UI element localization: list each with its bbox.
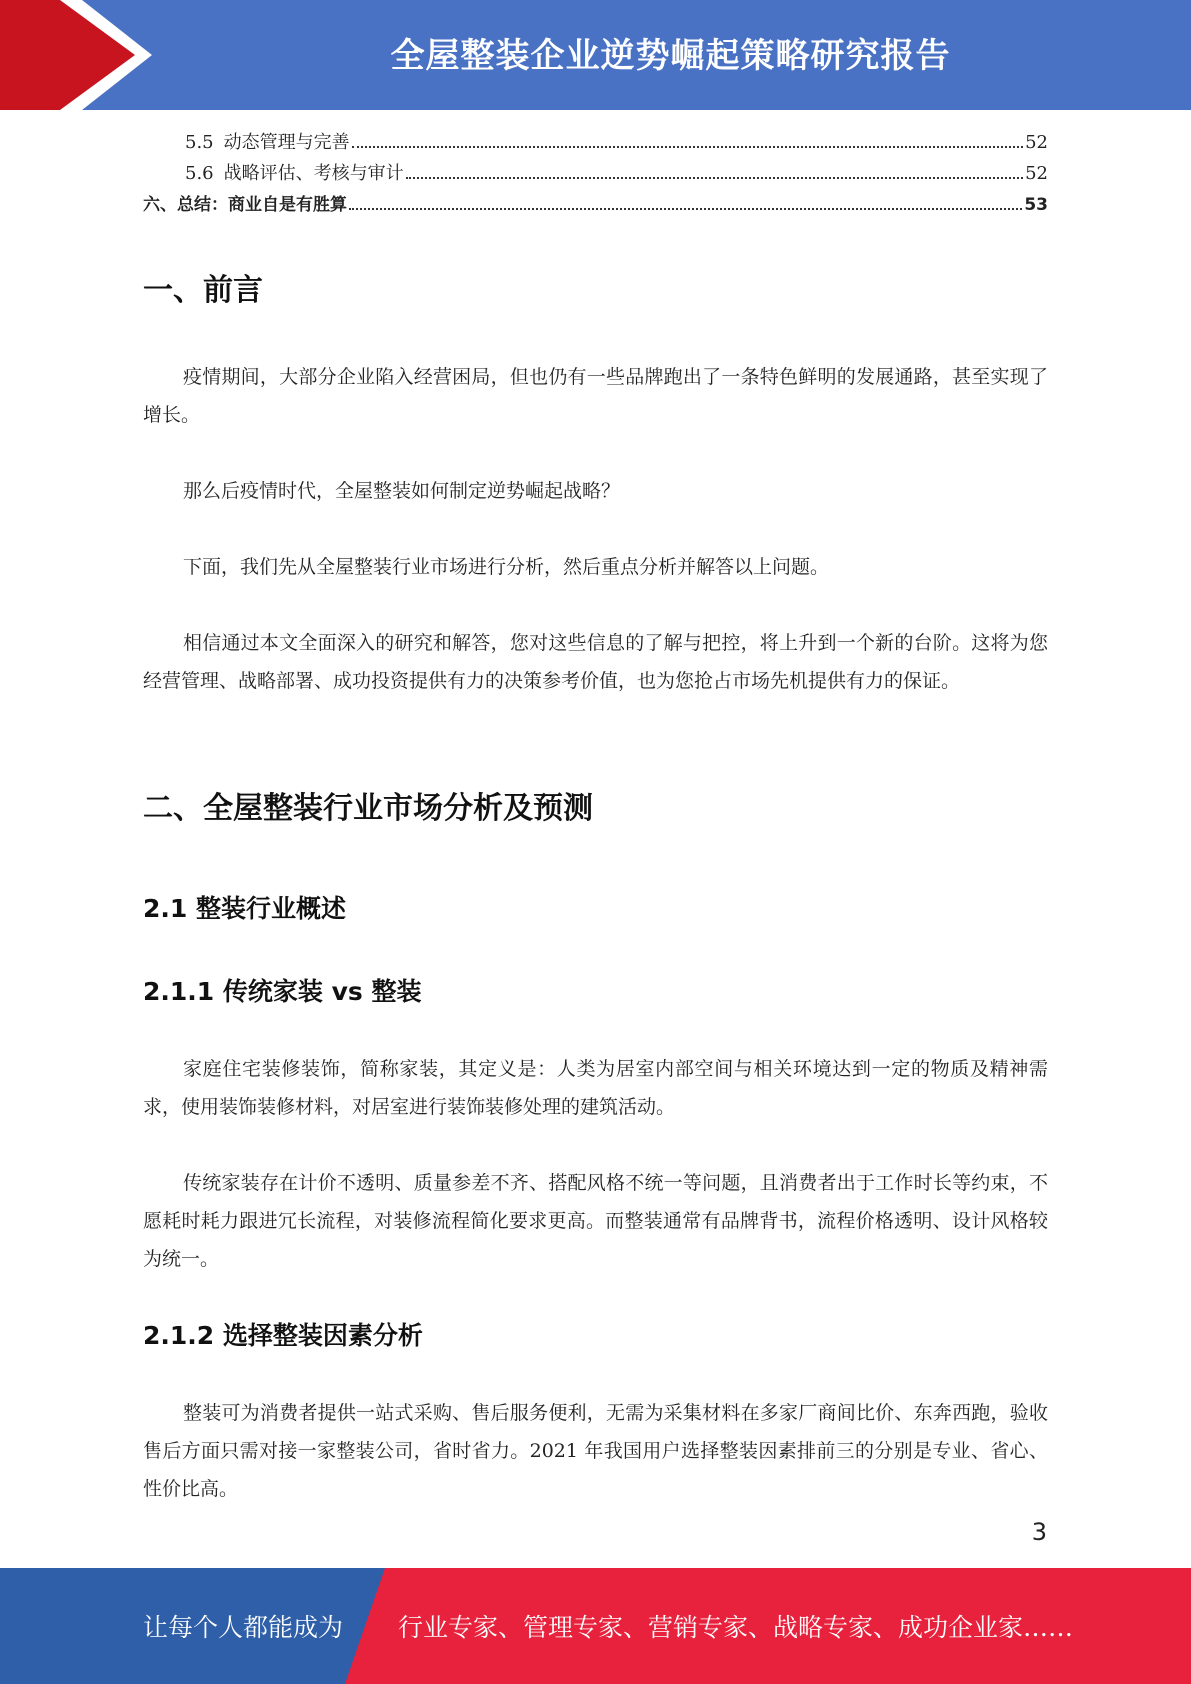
heading-2-1-1: 2.1.1 传统家装 vs 整装 <box>143 977 422 1006</box>
toc-entry-title: 动态管理与完善 <box>223 132 350 153</box>
paragraph: 家庭住宅装修装饰，简称家装，其定义是：人类为居室内部空间与相关环境达到一定的物质及精神需求，使用装饰装修材料，对居室进行装饰装修处理的建筑活动。 <box>143 1058 1048 1118</box>
toc-entry-number: 5.6 <box>185 163 214 184</box>
footer-slogan-left: 让每个人都能成为 <box>143 1613 344 1642</box>
heading-market-analysis: 二、全屋整装行业市场分析及预测 <box>143 791 593 826</box>
paragraph: 疫情期间，大部分企业陷入经营困局，但也仍有一些品牌跑出了一条特色鲜明的发展通路，甚至实现了增长。 <box>143 366 1048 426</box>
toc-entry-title: 战略评估、考核与审计 <box>223 163 404 184</box>
header-banner <box>0 0 1191 110</box>
toc-leader-dots <box>406 176 1023 179</box>
paragraph: 整装可为消费者提供一站式采购、售后服务便利，无需为采集材料在多家厂商间比价、东奔西跑，验收售后方面只需对接一家整装公司，省时省力。2021 年我国用户选择整装因素排前三的分别是专业、省心、性价比高。 <box>143 1402 1048 1500</box>
paragraph: 下面，我们先从全屋整装行业市场进行分析，然后重点分析并解答以上问题。 <box>183 556 830 578</box>
toc-entry-chapter[interactable] <box>143 190 1048 221</box>
toc-entry-number: 5.5 <box>185 132 214 153</box>
toc-leader-dots <box>349 207 1022 210</box>
toc-leader-dots <box>352 145 1023 148</box>
toc-entry[interactable] <box>143 159 1048 190</box>
toc-entry-title: 六、总结：商业自是有胜算 <box>143 195 347 215</box>
paragraph: 相信通过本文全面深入的研究和解答，您对这些信息的了解与把控，将上升到一个新的台阶。这将为您经营管理、战略部署、成功投资提供有力的决策参考价值，也为您抢占市场先机提供有力的保证。 <box>143 632 1048 692</box>
heading-2-1: 2.1 整装行业概述 <box>143 894 346 923</box>
page-number: 3 <box>1031 1518 1047 1546</box>
toc-entry-page: 52 <box>1025 132 1048 153</box>
toc-entry[interactable] <box>143 128 1048 159</box>
table-of-contents <box>143 128 1048 221</box>
heading-2-1-2: 2.1.2 选择整装因素分析 <box>143 1321 423 1350</box>
heading-foreword: 一、前言 <box>143 273 263 308</box>
document-title: 全屋整装企业逆势崛起策略研究报告 <box>390 36 951 76</box>
toc-entry-page: 52 <box>1025 163 1048 184</box>
paragraph: 传统家装存在计价不透明、质量参差不齐、搭配风格不统一等问题，且消费者出于工作时长等约束，不愿耗时耗力跟进冗长流程，对装修流程简化要求更高。而整装通常有品牌背书，流程价格透明、设计风格较为统一。 <box>143 1172 1048 1270</box>
footer-banner <box>0 1568 1191 1684</box>
footer-slogan-right: 行业专家、管理专家、营销专家、战略专家、成功企业家…… <box>398 1613 1074 1642</box>
paragraph: 那么后疫情时代，全屋整装如何制定逆势崛起战略？ <box>183 480 621 502</box>
toc-entry-page: 53 <box>1024 195 1048 215</box>
